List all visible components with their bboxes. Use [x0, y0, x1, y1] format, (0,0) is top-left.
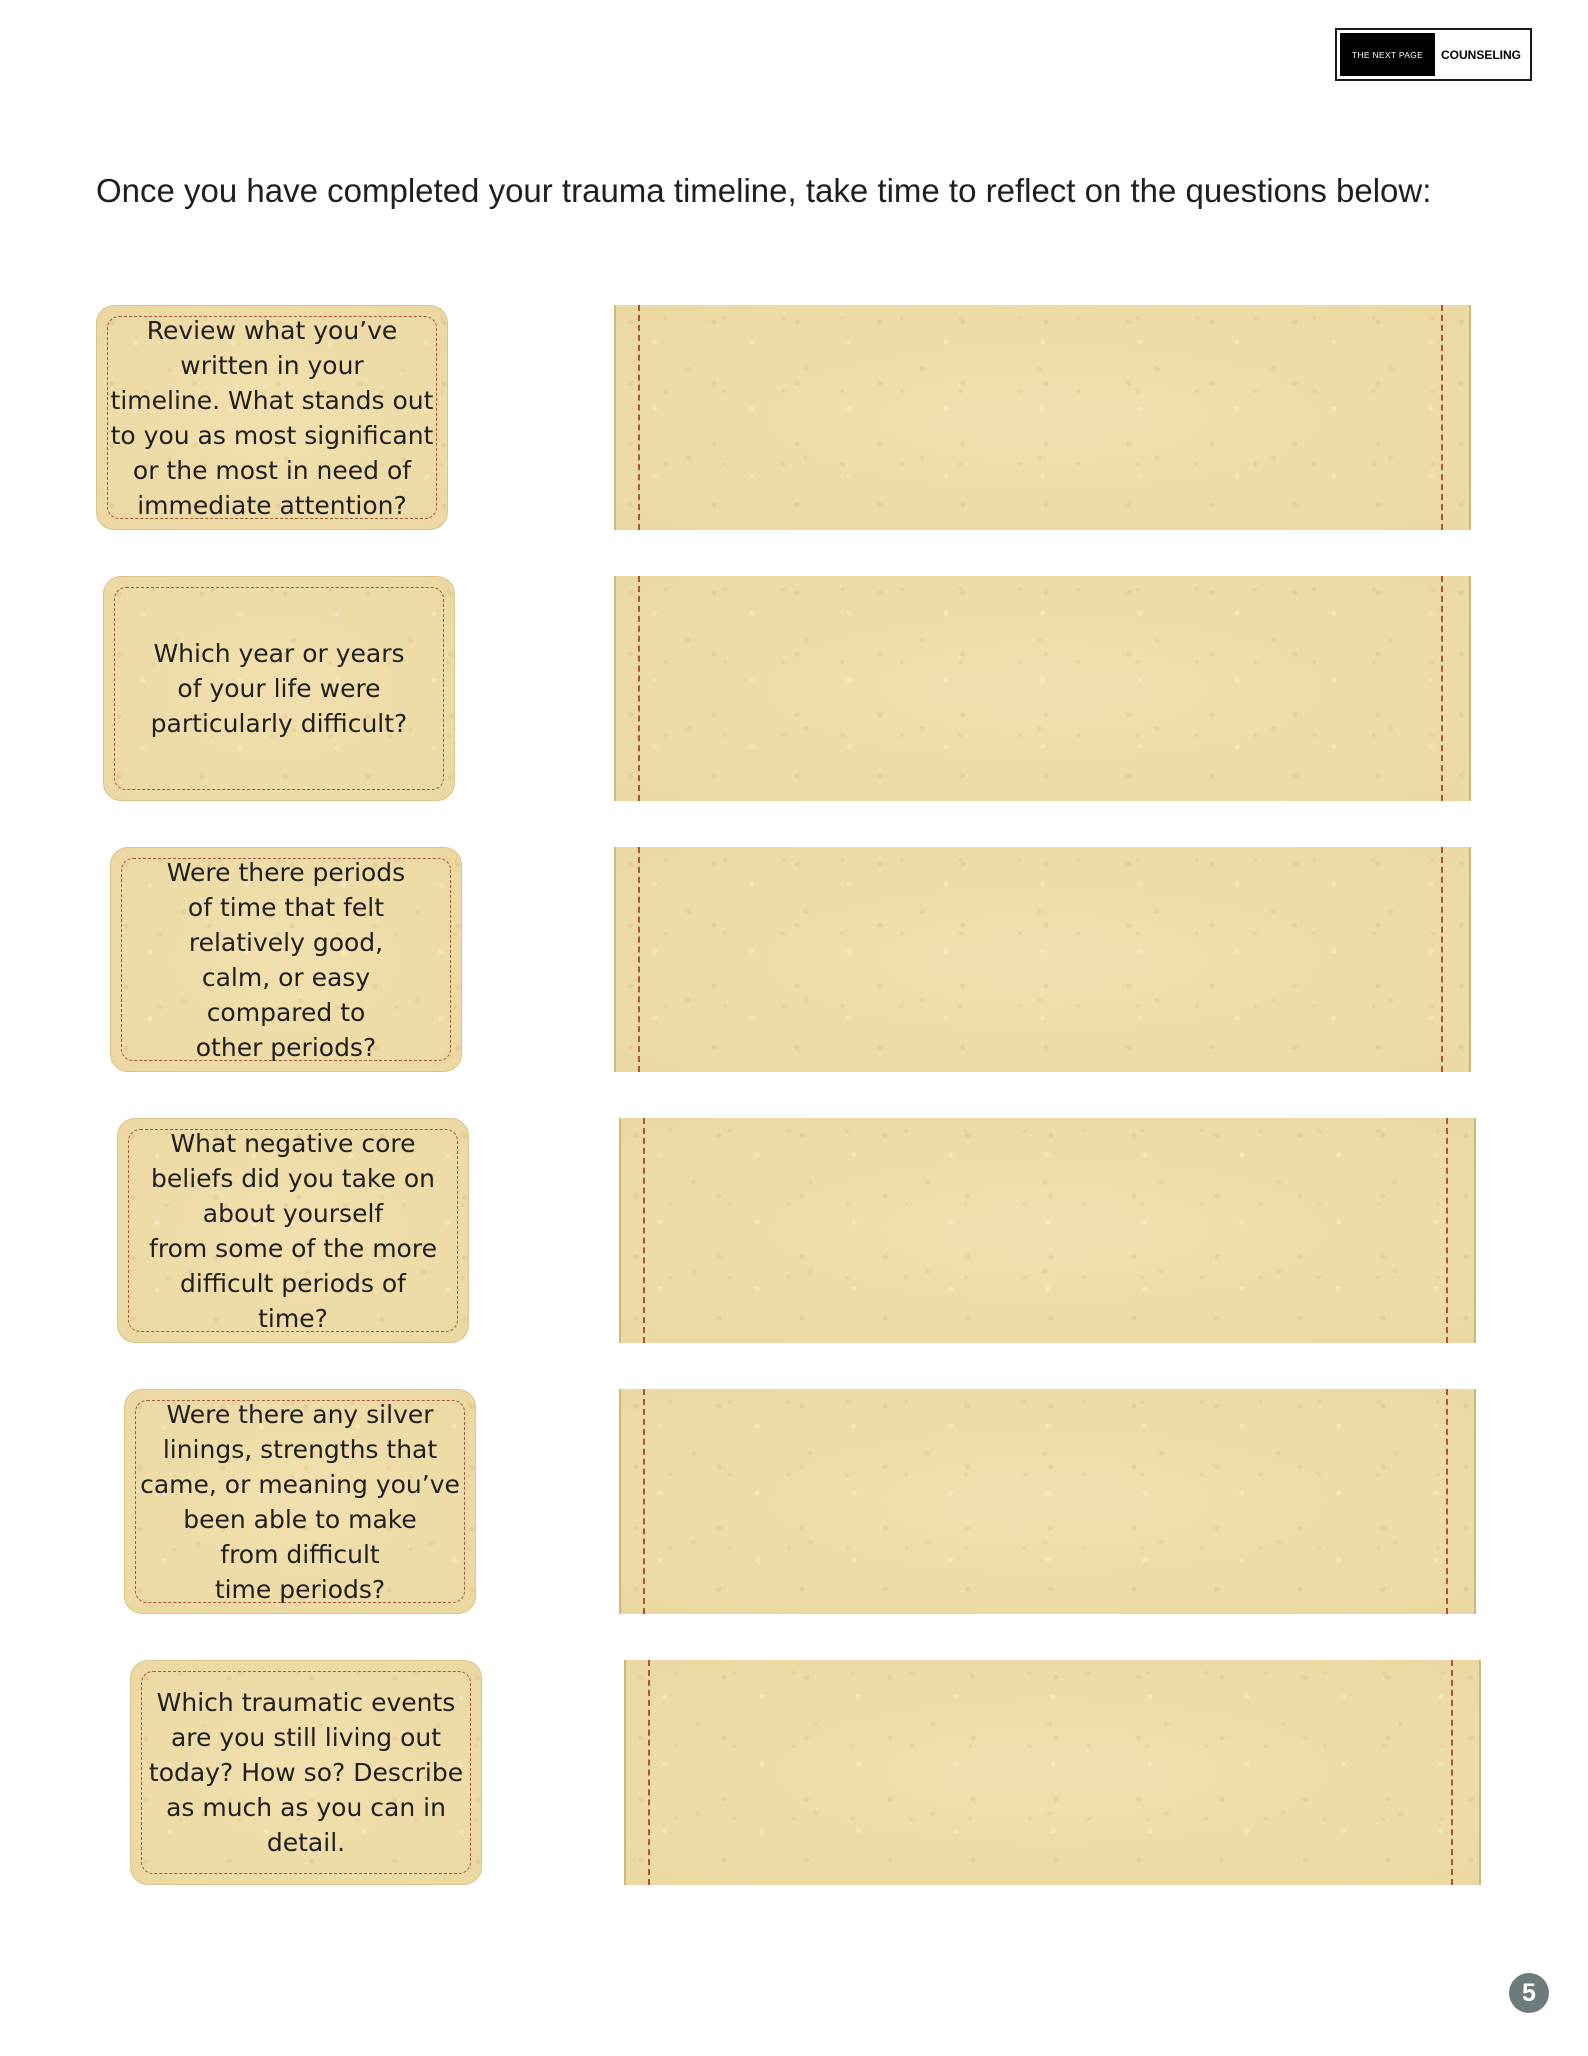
stitch-right — [1446, 1389, 1448, 1614]
stitch-right — [1451, 1660, 1453, 1885]
answer-box-6[interactable] — [624, 1660, 1481, 1885]
question-text-2: Which year or years of your life were particularly difficult? — [150, 639, 408, 738]
question-card-1 — [96, 305, 448, 530]
stitch-left — [643, 1118, 645, 1343]
page-number-badge: 5 — [1509, 1973, 1549, 2013]
logo-right-text: COUNSELING — [1440, 47, 1521, 62]
answer-box-5[interactable] — [619, 1389, 1476, 1614]
stitch-left — [643, 1389, 645, 1614]
question-text-1: Review what you’ve written in your timeline. What stands out to you as most significant or the most in need of immediate attention? — [110, 315, 434, 520]
question-card-3 — [110, 847, 462, 1072]
answer-box-4[interactable] — [619, 1118, 1476, 1343]
stitch-left — [648, 1660, 650, 1885]
question-text-4: What negative core beliefs did you take on about yourself from some of the more difficult periods of time? — [149, 1128, 437, 1333]
stitch-right — [1441, 847, 1443, 1072]
stitch-right — [1441, 576, 1443, 801]
logo-left-text: THE NEXT PAGE — [1340, 33, 1435, 76]
question-text-3: Were there periods of time that felt relatively good, calm, or easy compared to other periods? — [166, 857, 406, 1062]
question-card-2 — [103, 576, 455, 801]
question-card-5 — [124, 1389, 476, 1614]
stitch-right — [1441, 305, 1443, 530]
answer-box-3[interactable] — [614, 847, 1471, 1072]
answer-box-1[interactable] — [614, 305, 1471, 530]
question-text-6: Which traumatic events are you still living out today? How so? Describe as much as you can in detail. — [148, 1688, 464, 1857]
question-card-4 — [117, 1118, 469, 1343]
answer-box-2[interactable] — [614, 576, 1471, 801]
instructions-text: Once you have completed your trauma timeline, take time to reflect on the questions below: — [96, 172, 1432, 209]
question-card-6 — [130, 1660, 482, 1885]
brand-logo — [1335, 28, 1532, 81]
question-text-5: Were there any silver linings, strengths that came, or meaning you’ve been able to make from difficult time periods? — [140, 1399, 460, 1604]
stitch-right — [1446, 1118, 1448, 1343]
stitch-left — [638, 305, 640, 530]
stitch-left — [638, 847, 640, 1072]
stitch-left — [638, 576, 640, 801]
